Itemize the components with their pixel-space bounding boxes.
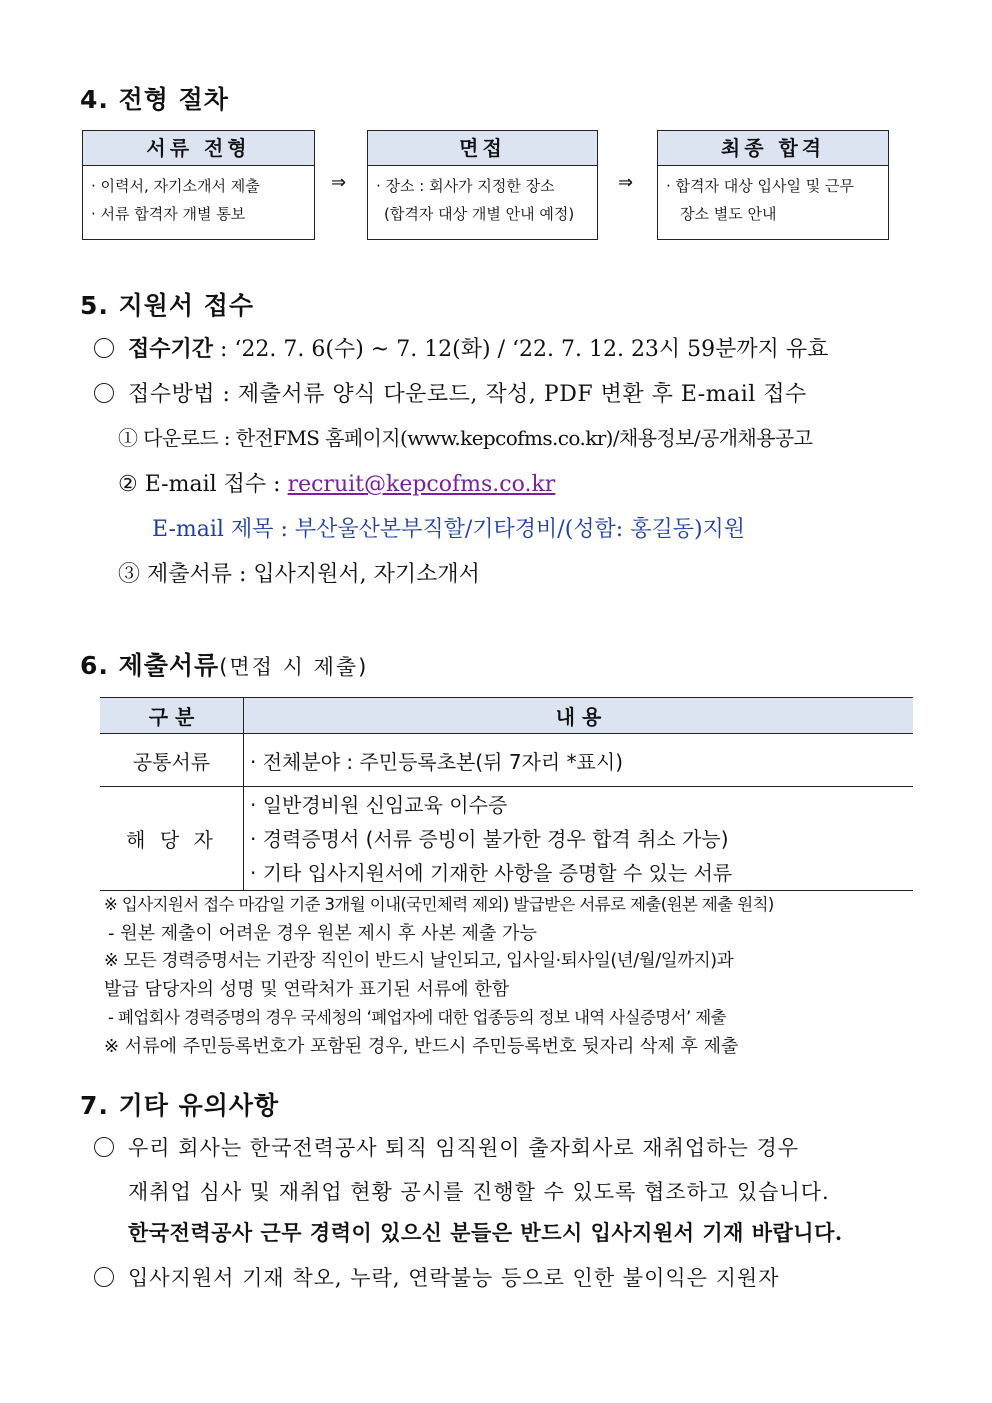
period-label: 접수기간 (128, 336, 214, 362)
notice-line (94, 1132, 799, 1162)
arrow-icon: ⇒ (618, 172, 634, 193)
step-box-final (657, 130, 889, 240)
note-line: 발급 담당자의 성명 및 연락처가 표기된 서류에 한함 (104, 979, 510, 1000)
documents-item: ③ 제출서류 : 입사지원서, 자기소개서 (118, 562, 480, 587)
table-header-category: 구 분 (100, 698, 244, 734)
email-subject: E-mail 제목 : 부산울산본부직할/기타경비/(성함: 홍길동)지원 (152, 517, 746, 542)
circle-bullet-icon (94, 1267, 114, 1287)
step-title: 서류 전형 (83, 131, 314, 166)
step-line: (합격자 대상 개별 안내 예정) (384, 205, 575, 223)
table-header-content: 내 용 (244, 698, 914, 734)
step-title: 면접 (368, 131, 597, 166)
note-line: - 원본 제출이 어려운 경우 원본 제시 후 사본 제출 가능 (108, 923, 537, 944)
email-item (118, 467, 555, 498)
table-cell-item: · 경력증명서 (서류 증빙이 불가한 경우 합격 취소 가능) (250, 826, 729, 851)
table-cell-item: · 일반경비원 신임교육 이수증 (250, 792, 508, 817)
download-item: ① 다운로드 : 한전FMS 홈페이지(www.kepcofms.co.kr)/채용정보/공개채용공고 (118, 426, 813, 450)
step-title: 최종 합격 (658, 131, 888, 166)
email-link[interactable]: recruit@kepcofms.co.kr (287, 472, 556, 497)
section7-heading: 7. 기타 유의사항 (80, 1091, 280, 1120)
arrow-icon: ⇒ (331, 172, 347, 193)
notice-text: 입사지원서 기재 착오, 누락, 연락불능 등으로 인한 불이익은 지원자 (128, 1266, 780, 1290)
note-line: ※ 서류에 주민등록번호가 포함된 경우, 반드시 주민등록번호 뒷자리 삭제 후 제출 (104, 1036, 739, 1057)
section4-heading: 4. 전형 절차 (80, 85, 229, 114)
section6-heading: 6. 제출서류 (80, 651, 220, 680)
table-header-row (100, 698, 913, 734)
method-text: 접수방법 : 제출서류 양식 다운로드, 작성, PDF 변환 후 E-mail 접수 (128, 382, 807, 407)
period-value: : ‘22. 7. 6(수) ~ 7. 12(화) / ‘22. 7. 12. 23시 59분까지 유효 (213, 337, 829, 362)
notice-bold-text: 한국전력공사 근무 경력이 있으신 분들은 반드시 입사지원서 기재 바랍니다. (128, 1220, 843, 1245)
table-cell-category: 공통서류 (100, 734, 244, 787)
table-cell-item: · 기타 입사지원서에 기재한 사항을 증명할 수 있는 서류 (250, 860, 733, 885)
step-line: · 장소 : 회사가 지정한 장소 (376, 177, 555, 195)
table-cell-category: 해 당 자 (100, 787, 244, 891)
circle-bullet-icon (94, 338, 114, 358)
documents-table (100, 697, 913, 891)
step-line: · 서류 합격자 개별 통보 (91, 205, 246, 223)
step-box-document-screening (82, 130, 315, 240)
period-line (94, 332, 828, 363)
table-row (100, 734, 913, 787)
section5-heading: 5. 지원서 접수 (80, 291, 255, 320)
notice-line (94, 1262, 779, 1292)
email-prefix: ② E-mail 접수 : (118, 472, 288, 497)
section6-heading-row (80, 646, 368, 682)
table-cell-items (244, 787, 914, 891)
step-line: 장소 별도 안내 (680, 205, 777, 223)
section6-heading-suffix: (면접 시 제출) (219, 655, 369, 679)
note-line: ※ 입사지원서 접수 마감일 기준 3개월 이내(국민체력 제외) 발급받은 서류로 제출(원본 제출 원칙) (104, 895, 774, 914)
note-line: ※ 모든 경력증명서는 기관장 직인이 반드시 날인되고, 입사일·퇴사일(년/월/일까지)과 (104, 951, 734, 971)
step-line: · 합격자 대상 입사일 및 근무 (666, 177, 854, 195)
circle-bullet-icon (94, 1137, 114, 1157)
step-box-interview (367, 130, 598, 240)
note-line: - 폐업회사 경력증명의 경우 국세청의 ‘폐업자에 대한 업종등의 정보 내역 사실증명서’ 제출 (108, 1008, 726, 1027)
step-line: · 이력서, 자기소개서 제출 (91, 177, 260, 195)
table-cell-item: · 전체분야 : 주민등록초본(뒤 7자리 *표시) (244, 734, 914, 787)
method-line (94, 377, 807, 408)
table-row (100, 787, 913, 891)
circle-bullet-icon (94, 383, 114, 403)
notice-text: 우리 회사는 한국전력공사 퇴직 임직원이 출자회사로 재취업하는 경우 (128, 1136, 800, 1160)
notice-text: 재취업 심사 및 재취업 현황 공시를 진행할 수 있도록 협조하고 있습니다. (128, 1180, 830, 1204)
